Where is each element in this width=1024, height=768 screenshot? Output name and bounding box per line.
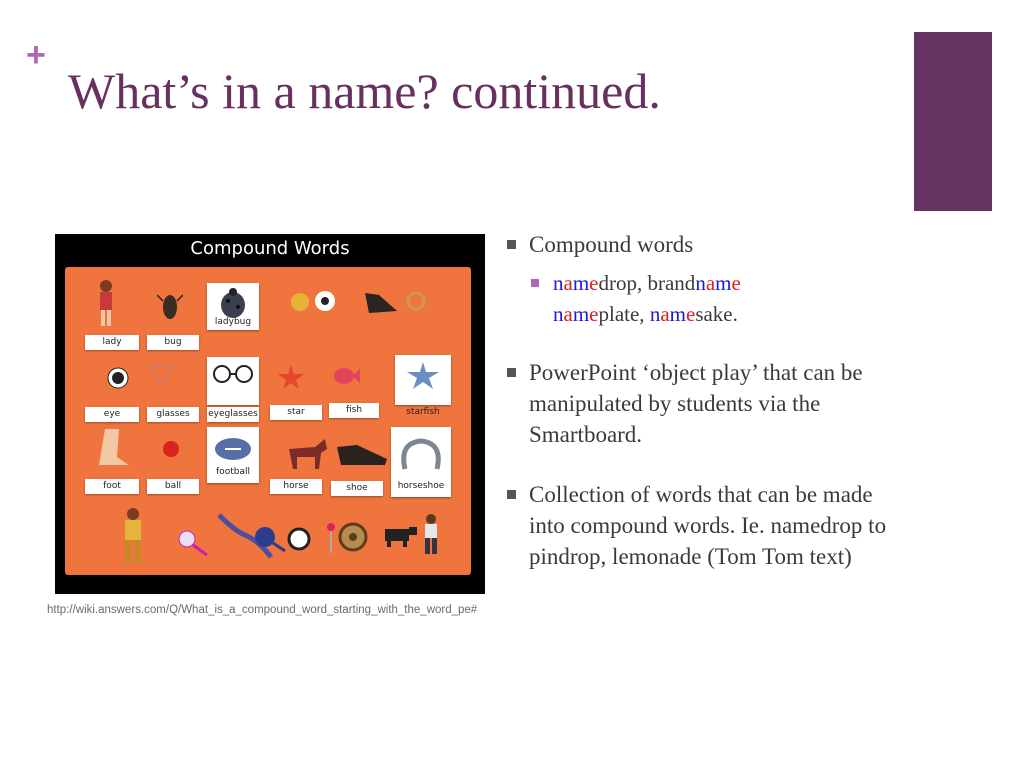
sub-bullet-square-icon — [531, 279, 539, 287]
label-bug: bug — [147, 335, 199, 350]
lady-figure-icon — [91, 279, 121, 334]
horse-icon — [285, 437, 329, 476]
label-football: football — [216, 467, 250, 477]
label-glasses: glasses — [147, 407, 199, 422]
fish-icon — [330, 361, 360, 396]
bug-icon — [157, 287, 183, 328]
label-fish: fish — [329, 403, 379, 418]
horn-icon — [402, 289, 430, 318]
boy-figure-icon — [419, 513, 443, 562]
wheel-icon — [337, 521, 369, 558]
examples-text: namedrop, brandname nameplate, namesake. — [553, 271, 741, 326]
bullet-square-icon — [507, 490, 516, 499]
bullet-text: Collection of words that can be made into compound words. Ie. namedrop to pindrop, lemonade (Tom Tom text) — [529, 482, 887, 569]
bullet-collection-of-words — [505, 479, 895, 572]
buttons-icon — [290, 289, 340, 320]
foot-icon — [95, 427, 131, 474]
bullet-square-icon — [507, 240, 516, 249]
label-ladybug: ladybug — [214, 317, 252, 327]
label-lady: lady — [85, 335, 139, 350]
eyeglasses-tile — [207, 357, 259, 405]
man-figure-icon — [113, 507, 153, 574]
plus-icon: + — [26, 36, 46, 74]
label-eyeglasses: eyeglasses — [207, 407, 259, 422]
rattle-icon — [177, 527, 211, 562]
pan-icon — [253, 523, 287, 558]
shoe-icon-2 — [335, 439, 391, 474]
label-star: star — [270, 405, 322, 420]
watch-icon — [287, 527, 311, 556]
bullet-list — [505, 229, 895, 601]
orange-board — [65, 267, 471, 575]
star-icon — [277, 363, 305, 396]
bullet-compound-words — [505, 229, 895, 330]
ball-icon — [161, 439, 181, 464]
sub-bullet-examples — [529, 268, 895, 330]
compound-words-image — [55, 234, 485, 594]
bullet-powerpoint-object-play — [505, 357, 895, 450]
slide-title: What’s in a name? continued. — [68, 63, 661, 119]
image-source-link[interactable]: http://wiki.answers.com/Q/What_is_a_compound_word_starting_with_the_word_pe# — [47, 604, 478, 616]
eye-icon — [107, 367, 129, 394]
starfish-tile — [395, 355, 451, 405]
label-horseshoe: horseshoe — [397, 481, 445, 491]
shoe-icon — [361, 287, 401, 322]
label-eye: eye — [85, 407, 139, 422]
cow-icon — [381, 523, 417, 554]
label-horse: horse — [270, 479, 322, 494]
bullet-text: Compound words — [529, 232, 694, 257]
label-starfish: starfish — [406, 407, 440, 417]
label-ball: ball — [147, 479, 199, 494]
bullet-text: PowerPoint ‘object play’ that can be manipulated by students via the Smartboard. — [529, 360, 863, 447]
glasses-icon — [143, 363, 179, 398]
accent-bar — [914, 32, 992, 211]
label-shoe: shoe — [331, 481, 383, 496]
image-heading: Compound Words — [190, 238, 350, 259]
bullet-square-icon — [507, 368, 516, 377]
label-foot: foot — [85, 479, 139, 494]
